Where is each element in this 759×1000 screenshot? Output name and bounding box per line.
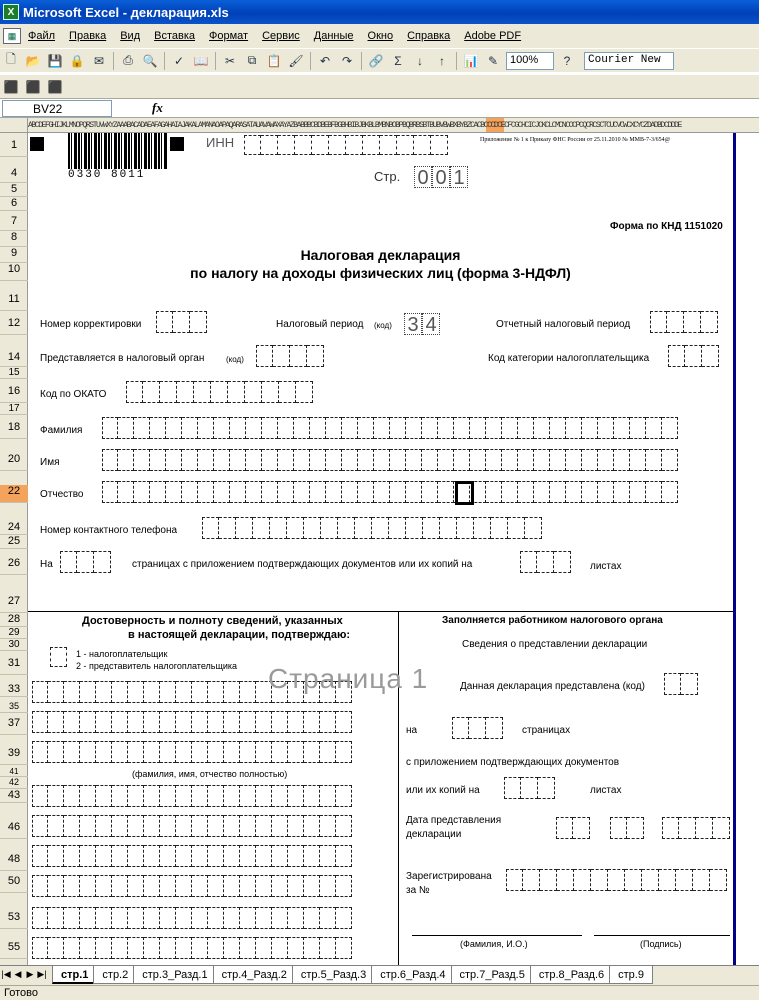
confirm-title: Достоверность и полноту сведений, указанных xyxy=(82,615,343,627)
page-digit[interactable]: 1 xyxy=(450,166,468,188)
row-header[interactable]: 53 xyxy=(0,911,28,929)
okato-boxes[interactable] xyxy=(126,381,313,403)
confirm-type-box[interactable] xyxy=(50,647,67,667)
toolbar-separator xyxy=(361,52,362,70)
phone-label: Номер контактного телефона xyxy=(40,525,178,536)
row-header[interactable]: 33 xyxy=(0,683,28,697)
category-label: Код категории налогоплательщика xyxy=(488,353,650,364)
period-label: Налоговый период xyxy=(276,319,364,330)
email-icon[interactable]: ✉ xyxy=(93,53,105,68)
undo-icon[interactable]: ↶ xyxy=(319,53,331,68)
row-header[interactable]: 15 xyxy=(0,367,28,379)
pages-middle: страницах с приложением подтверждающих документов или их копий на xyxy=(132,559,473,570)
row-header[interactable]: 39 xyxy=(0,747,28,765)
paste-icon[interactable]: 📋 xyxy=(266,53,282,68)
sheet-tab-9[interactable]: стр.9 xyxy=(609,966,653,984)
report-period-boxes[interactable] xyxy=(650,311,718,333)
last-sheet-icon[interactable]: ▶| xyxy=(37,969,47,979)
row-header[interactable]: 41 xyxy=(0,767,28,777)
declaration-subtitle: по налогу на доходы физических лиц (форма 3-НДФЛ) xyxy=(190,265,571,281)
office-subtitle: Сведения о представлении декларации xyxy=(462,639,648,650)
chart-wizard-icon[interactable]: 📊 xyxy=(463,53,479,68)
inn-label: ИНН xyxy=(206,135,235,150)
print-icon[interactable]: ⎙ xyxy=(123,53,133,67)
pages-prefix: На xyxy=(40,559,53,570)
period-boxes[interactable] xyxy=(404,313,440,335)
menu-insert[interactable]: Вставка xyxy=(154,30,196,42)
row-header[interactable]: 37 xyxy=(0,717,28,735)
row-header[interactable]: 12 xyxy=(0,317,28,335)
row-header[interactable]: 9 xyxy=(0,247,28,263)
select-all-corner[interactable] xyxy=(0,118,28,133)
extra-boxes-4[interactable] xyxy=(32,875,352,897)
sheet-tabs xyxy=(0,965,759,985)
row-header[interactable]: 50 xyxy=(0,875,28,893)
workbook-icon[interactable]: ▦ xyxy=(3,28,21,44)
phone-boxes[interactable] xyxy=(202,517,542,539)
toolbar-separator xyxy=(215,52,216,70)
hyperlink-icon[interactable]: 🔗 xyxy=(368,53,384,68)
with-docs-label: с приложением подтверждающих документов xyxy=(406,757,620,768)
date-label: Дата представления xyxy=(406,815,502,826)
prev-sheet-icon[interactable]: ◀ xyxy=(14,969,22,979)
page-watermark: Страница 1 xyxy=(268,663,429,694)
spelling-icon[interactable]: ✓ xyxy=(173,53,185,68)
appendix-note: Приложение № 1 к Приказу ФНС России от 25.11.2010 № ММВ-7-3/654@ xyxy=(480,137,671,143)
confirm-subtitle: в настоящей декларации, подтверждаю: xyxy=(128,629,351,641)
column-header-letters: ABCDEFGHIJKLMNOPQRSTUVWXYZAAABACADAEAFAGAHAIAJAKALAMANAOAPAQARASATAUAVAWAXAYAZBABBBCBDBEBFBGBHBIBJBKBLBMBNBOBPBQBRBSBTBUBVBWBXBYBZCACBCCCDCECFCGCHCICJCKCLCMCNCOCPCQCRCSCTCUCVCWCXCYCZDADBDCDDDE xyxy=(28,121,681,130)
name-boxes[interactable] xyxy=(102,449,678,471)
column-headers[interactable] xyxy=(28,118,759,133)
row-header[interactable]: 31 xyxy=(0,657,28,675)
page-label: Стр. xyxy=(374,169,401,184)
sheet-tab-7[interactable]: стр.7_Разд.5 xyxy=(451,966,534,984)
alignment-marker xyxy=(170,137,184,151)
extra-boxes-6[interactable] xyxy=(32,937,352,959)
office-title: Заполняется работником налогового органа xyxy=(442,615,663,626)
confirm-option-2: 2 - представитель налогоплательщика xyxy=(76,661,238,671)
row-header[interactable]: 8 xyxy=(0,231,28,247)
menu-tools[interactable]: Сервис xyxy=(262,30,300,42)
row-header[interactable]: 5 xyxy=(0,183,28,197)
toolbar-separator xyxy=(456,52,457,70)
tax-office-boxes[interactable] xyxy=(256,345,324,367)
row-header[interactable]: 7 xyxy=(0,215,28,231)
office-pages-boxes[interactable] xyxy=(452,717,503,739)
row-header[interactable]: 20 xyxy=(0,453,28,471)
help-icon[interactable]: ? xyxy=(563,53,571,68)
menu-format[interactable]: Формат xyxy=(209,30,249,42)
sign-caption: (Подпись) xyxy=(640,939,682,949)
row-header[interactable]: 26 xyxy=(0,557,28,575)
menu-adobe-pdf[interactable]: Adobe PDF xyxy=(464,30,522,42)
period-digit[interactable]: 4 xyxy=(422,313,440,335)
autosum-icon[interactable]: Σ xyxy=(394,53,402,68)
correction-boxes[interactable] xyxy=(156,311,207,333)
confirm-option-1: 1 - налогоплательщик xyxy=(76,649,168,659)
page-digit[interactable]: 0 xyxy=(414,166,432,188)
page-break-border xyxy=(733,133,759,965)
copies-label: или их копий на xyxy=(406,785,480,796)
tax-office-label: Представляется в налоговый орган xyxy=(40,353,205,364)
row-header-selected[interactable]: 22 xyxy=(0,485,28,503)
convert-and-email-icon[interactable]: ⬛ xyxy=(25,79,41,94)
sort-descending-icon[interactable]: ↑ xyxy=(439,53,445,68)
save-icon[interactable]: 💾 xyxy=(47,53,63,68)
registered-label: Зарегистрирована xyxy=(406,871,492,882)
sign-fio-caption: (Фамилия, И.О.) xyxy=(460,939,528,949)
sort-ascending-icon[interactable]: ↓ xyxy=(417,53,423,68)
correction-label: Номер корректировки xyxy=(40,319,142,330)
print-preview-icon[interactable]: 🔍 xyxy=(142,53,158,68)
row-header[interactable]: 14 xyxy=(0,351,28,367)
menu-window[interactable]: Окно xyxy=(367,30,394,42)
name-label: Имя xyxy=(40,457,60,468)
tax-office-code-note: (код) xyxy=(226,355,244,364)
research-icon[interactable]: 📖 xyxy=(193,53,209,68)
row-header[interactable]: 48 xyxy=(0,853,28,871)
patronymic-label: Отчество xyxy=(40,489,84,500)
toolbar-separator xyxy=(164,52,165,70)
row-header[interactable]: 28 xyxy=(0,613,28,627)
status-bar: Готово xyxy=(0,985,759,1000)
period-code-note: (код) xyxy=(374,321,392,330)
date-year-boxes[interactable] xyxy=(662,817,730,839)
permission-icon[interactable]: 🔒 xyxy=(69,53,85,68)
redo-icon[interactable]: ↷ xyxy=(341,53,353,68)
surname-label: Фамилия xyxy=(40,425,83,436)
fx-icon[interactable]: fx xyxy=(152,100,163,115)
submitted-label: Данная декларация представлена (код) xyxy=(460,681,645,692)
convert-to-pdf-icon[interactable]: ⬛ xyxy=(3,79,19,94)
format-painter-icon[interactable]: 🖌 xyxy=(288,53,304,68)
sheet-tab-6[interactable]: стр.6_Разд.4 xyxy=(371,966,454,984)
row-header[interactable]: 1 xyxy=(0,133,28,157)
extra-boxes-3[interactable] xyxy=(32,845,352,867)
declaration-title: Налоговая декларация xyxy=(300,247,461,263)
menu-help[interactable]: Справка xyxy=(407,30,451,42)
row-header[interactable]: 10 xyxy=(0,263,28,281)
okato-label: Код по ОКАТО xyxy=(40,389,107,400)
row-header[interactable]: 46 xyxy=(0,821,28,839)
barcode-number: 0330 8011 xyxy=(68,169,146,181)
row-header[interactable]: 16 xyxy=(0,385,28,403)
knd-form-code: Форма по КНД 1151020 xyxy=(610,221,723,232)
row-header[interactable]: 30 xyxy=(0,639,28,651)
window-title: Microsoft Excel - декларация.xls xyxy=(23,4,229,20)
category-boxes[interactable] xyxy=(668,345,719,367)
pages-suffix: листах xyxy=(590,561,622,572)
row-header[interactable]: 11 xyxy=(0,293,28,311)
row-header[interactable]: 55 xyxy=(0,941,28,959)
menu-view[interactable]: Вид xyxy=(120,30,141,42)
excel-icon: X xyxy=(3,4,19,20)
surname-boxes[interactable] xyxy=(102,417,678,439)
active-cell[interactable] xyxy=(455,481,474,505)
barcode xyxy=(68,133,168,169)
row-header[interactable]: 6 xyxy=(0,197,28,211)
report-period-label: Отчетный налоговый период xyxy=(496,319,631,330)
on-label: на xyxy=(406,725,418,736)
row-header[interactable]: 35 xyxy=(0,701,28,713)
row-header[interactable]: 42 xyxy=(0,777,28,789)
open-icon[interactable]: 📂 xyxy=(25,53,41,68)
new-icon[interactable]: 🗋 xyxy=(6,52,16,66)
toolbar-separator xyxy=(113,52,114,70)
extra-boxes-5[interactable] xyxy=(32,907,352,929)
menu-data[interactable]: Данные xyxy=(313,30,354,42)
drawing-icon[interactable]: ✎ xyxy=(487,53,499,68)
sheet-tab-1[interactable]: стр.1 xyxy=(52,966,97,984)
registered-number-label: за № xyxy=(406,885,430,896)
menu-file[interactable]: Файл xyxy=(28,30,56,42)
row-header[interactable]: 17 xyxy=(0,403,28,415)
worksheet[interactable] xyxy=(28,133,733,965)
fio-signature-line xyxy=(412,935,582,936)
inn-boxes[interactable] xyxy=(244,135,448,155)
fio-boxes-3[interactable] xyxy=(32,741,352,763)
office-sheets-boxes[interactable] xyxy=(504,777,555,799)
row-header[interactable]: 29 xyxy=(0,627,28,639)
sheets-boxes[interactable] xyxy=(520,551,571,573)
page-digit[interactable]: 0 xyxy=(432,166,450,188)
title-bar xyxy=(0,0,759,24)
section-divider xyxy=(28,611,733,612)
alignment-marker xyxy=(30,137,44,151)
date-month-boxes[interactable] xyxy=(610,817,644,839)
zoom-select[interactable]: 100% xyxy=(506,52,554,70)
sheet-tab-8[interactable]: стр.8_Разд.6 xyxy=(530,966,613,984)
row-header[interactable]: 27 xyxy=(0,595,28,613)
fio-caption: (фамилия, имя, отчество полностью) xyxy=(132,769,288,779)
cut-icon[interactable]: ✂ xyxy=(224,53,236,68)
row-header[interactable]: 4 xyxy=(0,167,28,183)
sheet-tab-2[interactable]: стр.2 xyxy=(93,966,137,984)
signature-line xyxy=(594,935,730,936)
font-select[interactable]: Courier New xyxy=(584,52,674,70)
row-header[interactable]: 43 xyxy=(0,789,28,803)
row-header[interactable]: 25 xyxy=(0,535,28,549)
extra-boxes-2[interactable] xyxy=(32,815,352,837)
row-header[interactable]: 18 xyxy=(0,421,28,439)
sheets-word: листах xyxy=(590,785,622,796)
pages-word: страницах xyxy=(522,725,571,736)
sheet-tab-4[interactable]: стр.4_Разд.2 xyxy=(213,966,296,984)
period-digit[interactable]: 3 xyxy=(404,313,422,335)
row-header[interactable]: 24 xyxy=(0,521,28,535)
menu-bar xyxy=(0,24,759,48)
pages-boxes[interactable] xyxy=(60,551,111,573)
first-sheet-icon[interactable]: |◀ xyxy=(1,969,11,979)
sheet-tab-5[interactable]: стр.5_Разд.3 xyxy=(292,966,375,984)
page-number-boxes[interactable] xyxy=(414,166,468,188)
next-sheet-icon[interactable]: ▶ xyxy=(26,969,34,979)
date-day-boxes[interactable] xyxy=(556,817,590,839)
menu-edit[interactable]: Правка xyxy=(69,30,107,42)
sheet-tab-3[interactable]: стр.3_Разд.1 xyxy=(133,966,216,984)
extra-boxes-1[interactable] xyxy=(32,785,352,807)
date-label-2: декларации xyxy=(406,829,462,840)
row-headers[interactable] xyxy=(0,133,28,965)
toolbar-separator xyxy=(310,52,311,70)
pdf-toolbar xyxy=(0,74,759,98)
formula-bar xyxy=(0,98,759,118)
registration-boxes[interactable] xyxy=(506,869,727,891)
name-box[interactable]: BV22 xyxy=(2,100,112,117)
submitted-code-boxes[interactable] xyxy=(664,673,698,695)
fio-boxes-2[interactable] xyxy=(32,711,352,733)
patronymic-boxes[interactable] xyxy=(102,481,678,503)
convert-and-review-icon[interactable]: ⬛ xyxy=(47,79,63,94)
copy-icon[interactable]: ⧉ xyxy=(247,53,257,67)
standard-toolbar xyxy=(0,48,759,72)
